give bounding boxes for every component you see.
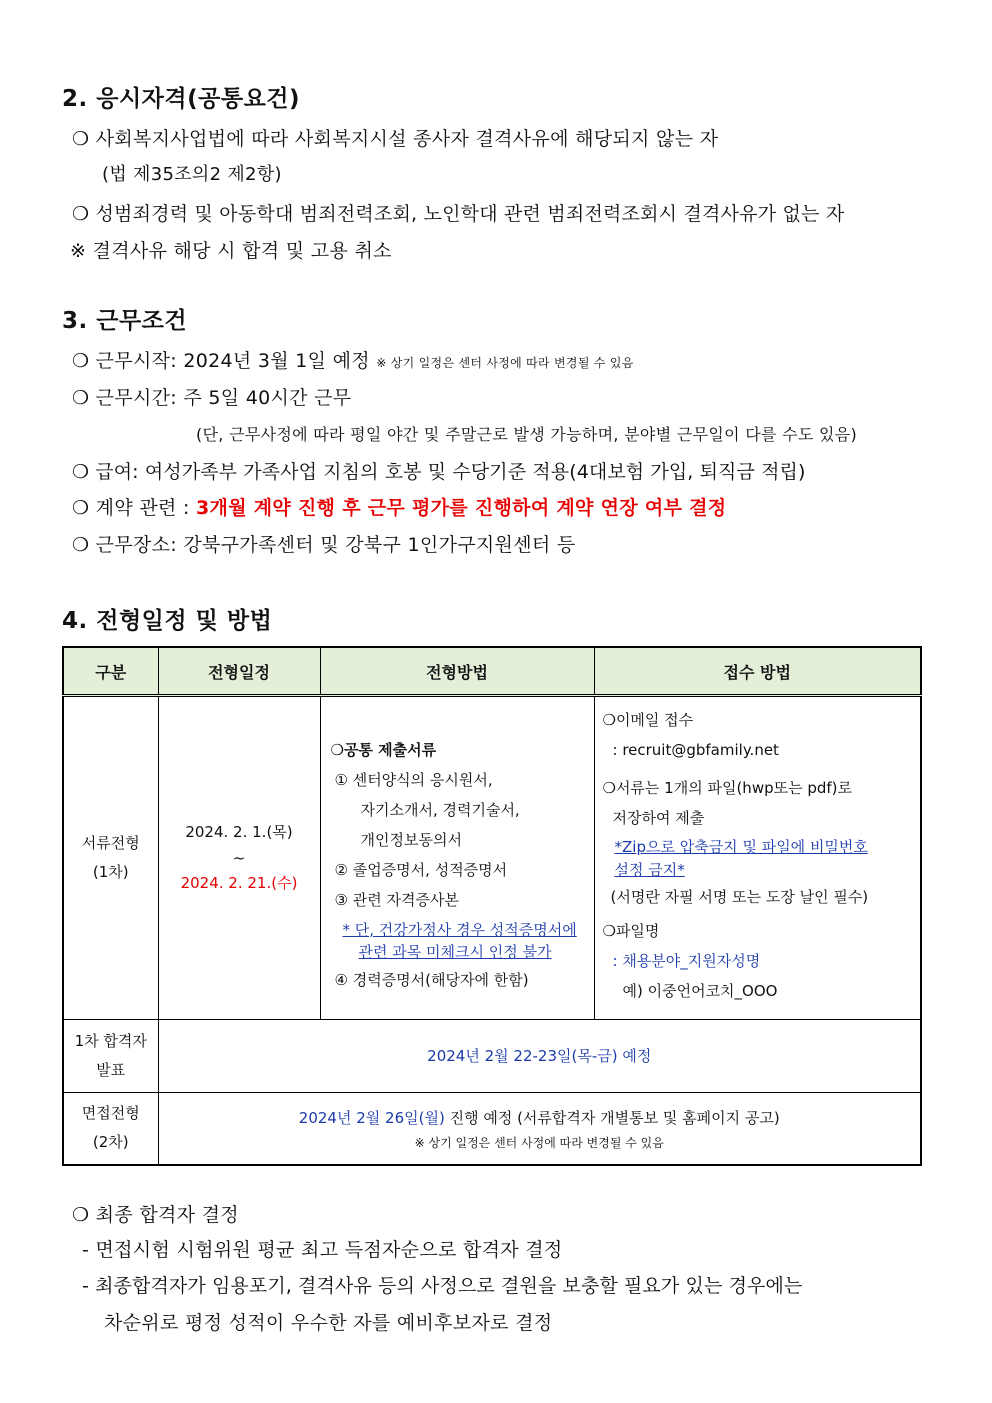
row3-date: 2024년 2월 26일(월): [298, 1108, 445, 1127]
method-title: ❍공통 제출서류: [330, 741, 437, 759]
row1-date-start: 2024. 2. 1.(목): [185, 823, 293, 841]
section-2-item-1-note: (법 제35조의2 제2항): [102, 164, 282, 185]
header-schedule: 전형일정: [158, 647, 320, 696]
apply-zip-b: 설정 금지*: [614, 861, 685, 879]
section-2-item-2: ❍ 성범죄경력 및 아동학대 범죄전력조회, 노인학대 관련 범죄전력조회시 결격사유가 없는 자: [72, 203, 845, 225]
contract: [72, 493, 726, 520]
work-start: [72, 346, 634, 373]
method-item-1c: 개인정보동의서: [360, 831, 462, 849]
apply-email: : recruit@gbfamily.net: [612, 741, 779, 759]
contract-label: ❍ 계약 관련 :: [72, 497, 197, 519]
final-item-2a: - 최종합격자가 임용포기, 결격사유 등의 사정으로 결원을 보충할 필요가 있는 경우에는: [82, 1275, 803, 1297]
work-start-text: ❍ 근무시작: 2024년 3월 1일 예정: [72, 350, 370, 372]
row1-schedule: [158, 696, 320, 1020]
row3-category: [63, 1093, 158, 1165]
table-row: [63, 1020, 921, 1093]
section-4-title: 4. 전형일정 및 방법: [62, 608, 273, 634]
apply-sign: (서명란 자필 서명 또는 도장 날인 필수): [610, 888, 869, 906]
row1-date-end: 2024. 2. 21.(수): [180, 874, 298, 892]
method-item-3: ③ 관련 자격증사본: [334, 891, 459, 909]
section-2-title: 2. 응시자격(공통요건): [62, 86, 301, 112]
row3-rest: 진행 예정 (서류합격자 개별통보 및 홈페이지 공고): [444, 1108, 780, 1127]
row3-category-line2: (2차): [92, 1133, 129, 1152]
schedule-table: [62, 646, 922, 1166]
table-header-row: [63, 647, 921, 696]
apply-name-example: 예) 이중언어코치_OOO: [622, 982, 778, 1000]
table-row: [63, 1093, 921, 1165]
row1-category-line2: (1차): [92, 863, 129, 881]
row1-category-line1: 서류전형: [81, 834, 140, 852]
row1-date-sep: ~: [232, 849, 246, 867]
row2-content: 2024년 2월 22-23일(목-금) 예정: [158, 1020, 921, 1093]
section-3-title: 3. 근무조건: [62, 308, 188, 334]
section-2-item-1: ❍ 사회복지사업법에 따라 사회복지시설 종사자 결격사유에 해당되지 않는 자: [72, 128, 719, 150]
row3-category-line1: 면접전형: [81, 1104, 140, 1123]
apply-name: : 채용분야_지원자성명: [612, 952, 761, 970]
method-item-1b: 자기소개서, 경력기술서,: [360, 801, 520, 819]
final-item-1: - 면접시험 시험위원 평균 최고 득점자순으로 합격자 결정: [82, 1239, 563, 1261]
work-hours-note: (단, 근무사정에 따라 평일 야간 및 주말근로 발생 가능하며, 분야별 근무일이 다를 수도 있음): [196, 425, 858, 444]
contract-value: 3개월 계약 진행 후 근무 평가를 진행하여 계약 연장 여부 결정: [196, 497, 727, 519]
method-item-2: ② 졸업증명서, 성적증명서: [334, 861, 508, 879]
row1-method: [320, 696, 594, 1020]
header-category: 구분: [63, 647, 158, 696]
apply-file-a: ❍서류는 1개의 파일(hwp또는 pdf)로: [602, 779, 853, 797]
method-item-1a: ① 센터양식의 응시원서,: [334, 771, 493, 789]
section-2-note: ※ 결격사유 해당 시 합격 및 고용 취소: [70, 240, 392, 262]
row3-content: [158, 1093, 921, 1165]
row3-note: ※ 상기 일정은 센터 사정에 따라 변경될 수 있음: [414, 1135, 664, 1150]
method-item-4: ④ 경력증명서(해당자에 한함): [334, 971, 529, 989]
method-note-b: 관련 과목 미체크시 인정 불가: [358, 943, 552, 961]
work-place: ❍ 근무장소: 강북구가족센터 및 강북구 1인가구지원센터 등: [72, 534, 576, 556]
row2-category-line2: 발표: [96, 1061, 126, 1079]
header-method: 전형방법: [320, 647, 594, 696]
apply-zip-a: *Zip으로 압축금지 및 파일에 비밀번호: [614, 838, 868, 856]
method-note-a: * 단, 건강가정사 경우 성적증명서에: [342, 921, 577, 939]
header-apply: 접수 방법: [594, 647, 921, 696]
apply-file-b: 저장하여 제출: [612, 809, 705, 827]
row2-category-line1: 1차 합격자: [74, 1032, 147, 1050]
work-start-note: ※ 상기 일정은 센터 사정에 따라 변경될 수 있음: [376, 356, 634, 370]
row1-apply: [594, 696, 921, 1020]
row2-category: [63, 1020, 158, 1093]
salary: ❍ 급여: 여성가족부 가족사업 지침의 호봉 및 수당기준 적용(4대보험 가입, 퇴직금 적립): [72, 461, 806, 483]
final-title: ❍ 최종 합격자 결정: [72, 1204, 239, 1226]
work-hours: ❍ 근무시간: 주 5일 40시간 근무: [72, 387, 352, 409]
apply-email-title: ❍이메일 접수: [602, 711, 694, 729]
final-item-2b: 차순위로 평정 성적이 우수한 자를 예비후보자로 결정: [104, 1312, 553, 1334]
apply-name-title: ❍파일명: [602, 922, 660, 940]
table-row: [63, 696, 921, 1020]
row1-category: [63, 696, 158, 1020]
